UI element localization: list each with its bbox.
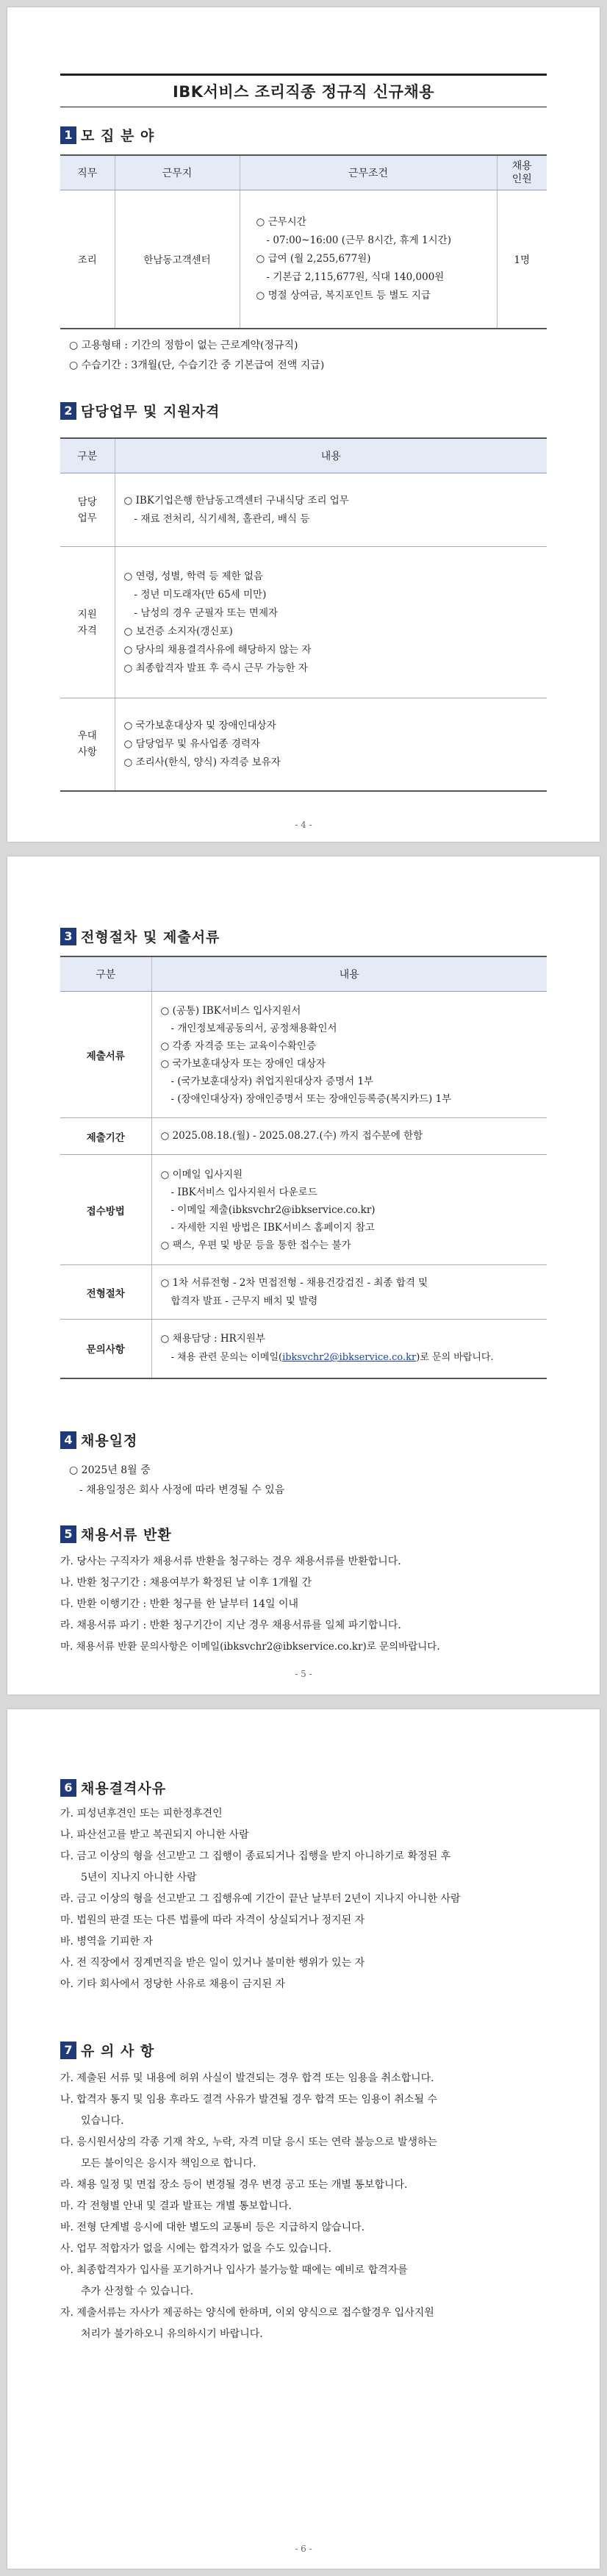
row-content bbox=[151, 1118, 547, 1155]
list-item: ○ 급여 (월 2,255,677원) bbox=[256, 252, 371, 265]
list-item: ○ 최종합격자 발표 후 즉시 근무 가능한 자 bbox=[123, 662, 308, 674]
header-content: 내용 bbox=[115, 438, 547, 473]
page-number: - 5 - bbox=[295, 1669, 312, 1679]
list-item: ○ 1차 서류전형 - 2차 면접전형 - 채용건강검진 - 최종 합격 및 bbox=[160, 1276, 428, 1289]
section-title: 모 집 분 야 bbox=[81, 128, 155, 144]
section-heading-disqualification bbox=[60, 1778, 166, 1797]
list-item: - 개인정보제공동의서, 공정채용확인서 bbox=[170, 1022, 337, 1034]
inquiry-text-suffix: )로 문의 바랍니다. bbox=[416, 1352, 494, 1364]
list-item: ○ 당사의 채용결격사유에 해당하지 않는 자 bbox=[123, 643, 312, 656]
list-item: 사. 전 직장에서 징계면직을 받은 일이 있거나 불미한 행위가 있는 자 bbox=[60, 1957, 365, 1969]
table-row bbox=[60, 698, 547, 791]
list-item: 나. 반환 청구기간 : 채용여부가 확정된 날 이후 1개월 간 bbox=[60, 1577, 312, 1589]
header-category: 구분 bbox=[60, 956, 151, 992]
header-count: 채용 인원 bbox=[497, 155, 547, 190]
list-item: ○ 명절 상여금, 복지포인트 등 별도 지급 bbox=[256, 289, 431, 301]
list-item: 라. 금고 이상의 형을 선고받고 그 집행유예 기간이 끝난 날부터 2년이 지나지 아니한 사람 bbox=[60, 1893, 461, 1905]
list-item: 다. 응시원서상의 각종 기재 착오, 누락, 자격 미달 응시 또는 연락 불능으로 발생하는 bbox=[60, 2136, 438, 2148]
list-item: - 이메일 제출(ibksvchr2@ibkservice.co.kr) bbox=[170, 1203, 376, 1216]
row-content bbox=[115, 473, 547, 547]
section-number-badge: 4 bbox=[60, 1431, 76, 1449]
list-item: 모든 불이익은 응시자 책임으로 합니다. bbox=[81, 2158, 256, 2169]
table-row bbox=[60, 1265, 547, 1320]
table-row bbox=[60, 547, 547, 698]
row-label: 제출기간 bbox=[60, 1118, 151, 1155]
section-number-badge: 1 bbox=[60, 126, 76, 144]
table-row bbox=[60, 1320, 547, 1378]
list-item: 바. 전형 단계별 응시에 대한 별도의 교통비 등은 지급하지 않습니다. bbox=[60, 2222, 365, 2233]
list-item: 처리가 불가하오니 유의하시기 바랍니다. bbox=[81, 2328, 263, 2340]
row-content bbox=[151, 1265, 547, 1320]
section-title: 유 의 사 항 bbox=[81, 2043, 155, 2059]
row-label: 우대 사항 bbox=[60, 698, 115, 791]
header-place: 근무지 bbox=[115, 155, 240, 190]
row-label: 제출서류 bbox=[60, 992, 151, 1118]
cell-job: 조리 bbox=[60, 190, 115, 329]
list-item: - (장애인대상자) 장애인증명서 또는 장애인등록증(복지카드) 1부 bbox=[170, 1092, 452, 1105]
section-title: 채용결격사유 bbox=[81, 1781, 167, 1797]
list-item: - 남성의 경우 군필자 또는 면제자 bbox=[134, 607, 279, 619]
list-item: 라. 채용서류 파기 : 반환 청구기간이 지난 경우 채용서류를 일체 파기합니다. bbox=[60, 1620, 401, 1631]
list-item: 마. 법원의 판결 또는 다른 법률에 따라 자격이 상실되거나 정지된 자 bbox=[60, 1914, 365, 1926]
section-heading-duties bbox=[60, 401, 220, 421]
list-item: 가. 피성년후견인 또는 피한정후견인 bbox=[60, 1808, 223, 1820]
document-page-6 bbox=[7, 1709, 600, 2569]
list-item: - 채용일정은 회사 사정에 따라 변경될 수 있음 bbox=[79, 1484, 285, 1496]
section-title: 채용일정 bbox=[81, 1433, 138, 1449]
header-job: 직무 bbox=[60, 155, 115, 190]
list-item: 라. 채용 일정 및 면접 장소 등이 변경될 경우 변경 공고 또는 개별 통보합니다. bbox=[60, 2179, 408, 2191]
row-content bbox=[151, 1155, 547, 1265]
list-item: ○ IBK기업은행 한남동고객센터 구내식당 조리 업무 bbox=[123, 494, 349, 507]
process-table bbox=[60, 956, 547, 1379]
inquiry-text-prefix: - 채용 관련 문의는 이메일( bbox=[170, 1352, 283, 1364]
section-number-badge: 5 bbox=[60, 1525, 76, 1543]
table-header-row bbox=[60, 956, 547, 992]
note-line: ○ 수습기간 : 3개월(단, 수습기간 중 기본급여 전액 지급) bbox=[69, 359, 325, 371]
list-item: ○ 국가보훈대상자 및 장애인대상자 bbox=[123, 719, 276, 731]
list-item: - 정년 미도래자(만 65세 미만) bbox=[134, 588, 267, 601]
list-item: 나. 파산선고를 받고 복권되지 아니한 사람 bbox=[60, 1829, 249, 1841]
section-number-badge: 7 bbox=[60, 2042, 76, 2059]
row-label: 지원 자격 bbox=[60, 547, 115, 698]
table-row bbox=[60, 992, 547, 1118]
list-item: 다. 반환 이행기간 : 반환 청구를 한 날부터 14일 이내 bbox=[60, 1598, 298, 1610]
table-header-row bbox=[60, 438, 547, 473]
table-header-row bbox=[60, 155, 547, 190]
document-title: IBK서비스 조리직종 정규직 신규채용 bbox=[172, 83, 435, 101]
header-category: 구분 bbox=[60, 438, 115, 473]
page-number: - 6 - bbox=[295, 2544, 312, 2554]
return-list bbox=[60, 1551, 553, 1658]
list-item: ○ 이메일 입사지원 bbox=[160, 1168, 243, 1181]
list-item: ○ 담당업무 및 유사업종 경력자 bbox=[123, 737, 260, 750]
list-item: - 07:00~16:00 (근무 8시간, 휴게 1시간) bbox=[266, 234, 451, 246]
list-item: - 자세한 지원 방법은 IBK서비스 홈페이지 참고 bbox=[170, 1221, 375, 1234]
title-bar bbox=[60, 74, 547, 107]
section-title: 전형절차 및 제출서류 bbox=[81, 929, 220, 945]
section-heading-schedule bbox=[60, 1430, 137, 1450]
inquiry-email-link[interactable]: ibksvchr2@ibkservice.co.kr bbox=[282, 1352, 417, 1364]
row-content bbox=[151, 1320, 547, 1378]
list-item: 아. 기타 회사에서 정당한 사유로 채용이 금지된 자 bbox=[60, 1978, 286, 1990]
list-item: 가. 당사는 구직자가 채용서류 반환을 청구하는 경우 채용서류를 반환합니다. bbox=[60, 1556, 401, 1567]
list-item: 사. 업무 적합자가 없을 시에는 합격자가 없을 수도 있습니다. bbox=[60, 2243, 332, 2255]
header-content: 내용 bbox=[151, 956, 547, 992]
list-item: 다. 금고 이상의 형을 선고받고 그 집행이 종료되거나 집행을 받지 아니하기로 확정된 후 bbox=[60, 1850, 451, 1862]
row-content bbox=[115, 547, 547, 698]
list-item: 있습니다. bbox=[81, 2115, 124, 2127]
duties-table bbox=[60, 437, 547, 792]
list-item: ○ 국가보훈대상자 또는 장애인 대상자 bbox=[160, 1057, 326, 1070]
row-content bbox=[115, 698, 547, 791]
list-item: ○ 근무시간 bbox=[256, 215, 306, 228]
row-label: 전형절차 bbox=[60, 1265, 151, 1320]
list-item: 아. 최종합격자가 입사를 포기하거나 입사가 불가능할 때에는 예비로 합격자를 bbox=[60, 2264, 408, 2276]
list-item: ○ 각종 자격증 또는 교육이수확인증 bbox=[160, 1040, 317, 1052]
section-number-badge: 6 bbox=[60, 1779, 76, 1797]
list-item: 5년이 지나지 아니한 사람 bbox=[81, 1872, 197, 1883]
list-item: 가. 제출된 서류 및 내용에 허위 사실이 발견되는 경우 합격 또는 임용을 취소합니다. bbox=[60, 2072, 434, 2084]
cell-conditions bbox=[240, 190, 497, 329]
table-row bbox=[60, 473, 547, 547]
section-number-badge: 2 bbox=[60, 402, 76, 420]
recruit-field-table bbox=[60, 154, 547, 329]
page-number: - 4 - bbox=[295, 820, 312, 830]
list-item: ○ (공통) IBK서비스 입사지원서 bbox=[160, 1004, 301, 1017]
list-item: - (국가보훈대상자) 취업지원대상자 증명서 1부 bbox=[170, 1075, 374, 1087]
cautions-list bbox=[60, 2068, 553, 2345]
document-page-5 bbox=[7, 856, 600, 1695]
list-item: ○ 팩스, 우편 및 방문 등을 통한 접수는 불가 bbox=[160, 1239, 351, 1251]
list-item: 마. 채용서류 반환 문의사항은 이메일(ibksvchr2@ibkservice.co.kr)로 문의바랍니다. bbox=[60, 1641, 440, 1653]
cell-place: 한남동고객센터 bbox=[115, 190, 240, 329]
list-item: - 기본급 2,115,677원, 식대 140,000원 bbox=[266, 271, 445, 283]
list-item: ○ 조리사(한식, 양식) 자격증 보유자 bbox=[123, 756, 281, 768]
section-heading-process bbox=[60, 926, 220, 946]
row-label: 담당 업무 bbox=[60, 473, 115, 547]
schedule-list bbox=[69, 1461, 284, 1500]
header-conditions: 근무조건 bbox=[240, 155, 497, 190]
list-item: 나. 합격자 통지 및 임용 후라도 결격 사유가 발견될 경우 합격 또는 임용이 취소될 수 bbox=[60, 2094, 438, 2105]
list-item: 추가 산정할 수 있습니다. bbox=[81, 2286, 194, 2297]
row-content bbox=[151, 992, 547, 1118]
row-label: 접수방법 bbox=[60, 1155, 151, 1265]
section-title: 채용서류 반환 bbox=[81, 1527, 172, 1543]
list-item: - 재료 전처리, 식기세척, 홀관리, 배식 등 bbox=[134, 512, 310, 525]
list-item: 마. 각 전형별 안내 및 결과 발표는 개별 통보합니다. bbox=[60, 2200, 292, 2212]
cell-count: 1명 bbox=[497, 190, 547, 329]
list-item: - IBK서비스 입사지원서 다운로드 bbox=[170, 1186, 317, 1198]
section-title: 담당업무 및 지원자격 bbox=[81, 404, 220, 420]
list-item: ○ 채용담당 : HR지원부 bbox=[160, 1333, 265, 1345]
table-row bbox=[60, 1118, 547, 1155]
section-heading-recruit-field bbox=[60, 125, 154, 145]
employment-notes bbox=[69, 336, 324, 376]
section-heading-return bbox=[60, 1524, 172, 1544]
list-item: 바. 병역을 기피한 자 bbox=[60, 1936, 153, 1947]
table-row bbox=[60, 1155, 547, 1265]
document-page-4 bbox=[7, 7, 600, 842]
list-item: ○ 연령, 성별, 학력 등 제한 없음 bbox=[123, 570, 264, 582]
row-label: 문의사항 bbox=[60, 1320, 151, 1378]
section-number-badge: 3 bbox=[60, 928, 76, 945]
list-item: ○ 보건증 소지자(갱신포) bbox=[123, 625, 233, 637]
list-item bbox=[161, 1348, 537, 1367]
list-item: 합격자 발표 - 근무지 배치 및 발령 bbox=[170, 1295, 318, 1307]
table-row bbox=[60, 190, 547, 329]
disqualification-list bbox=[60, 1803, 553, 1995]
list-item: ○ 2025년 8월 중 bbox=[69, 1464, 151, 1476]
section-heading-cautions bbox=[60, 2040, 154, 2060]
list-item: 자. 제출서류는 자사가 제공하는 양식에 한하며, 이외 양식으로 접수할경우 입사지원 bbox=[60, 2307, 434, 2319]
note-line: ○ 고용형태 : 기간의 정함이 없는 근로계약(정규직) bbox=[69, 340, 298, 351]
list-item: ○ 2025.08.18.(월) - 2025.08.27.(수) 까지 접수분에 한함 bbox=[160, 1130, 423, 1142]
